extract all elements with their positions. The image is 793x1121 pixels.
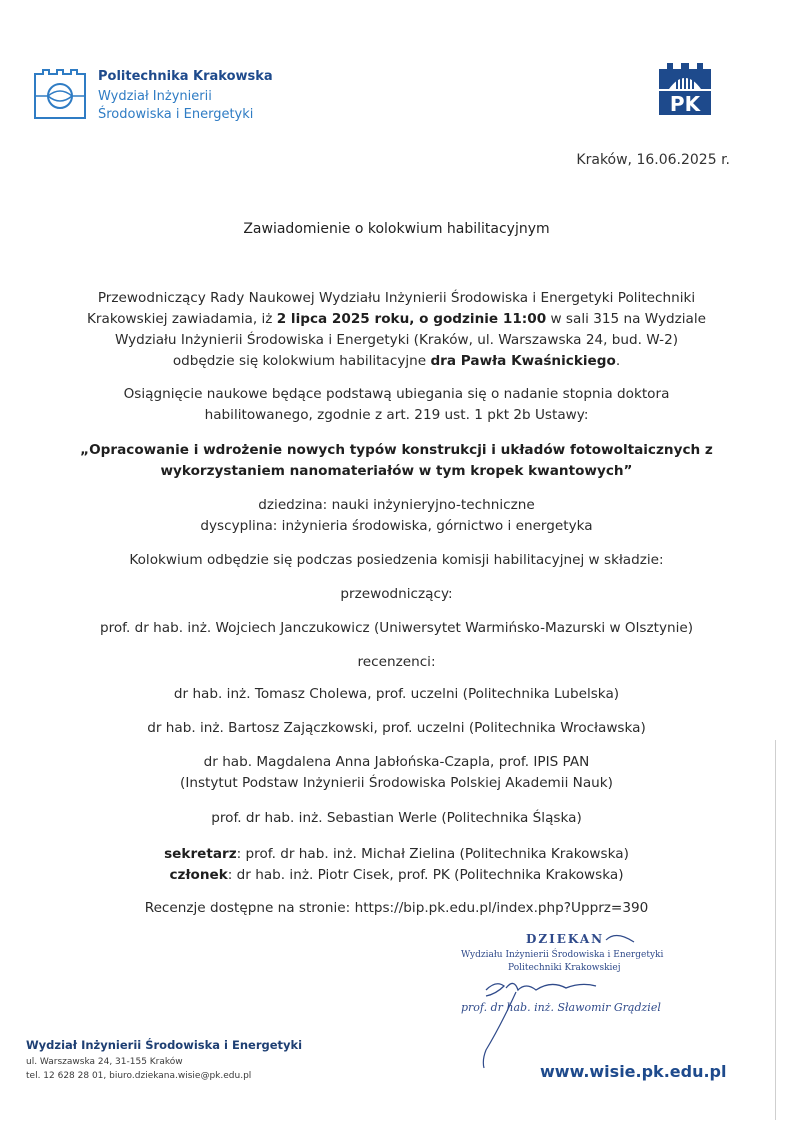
dean-name: prof. dr hab. inż. Sławomir Grądziel [461, 1001, 661, 1014]
reviewer-3 [0, 752, 793, 794]
committee-intro: Kolokwium odbędzie się podczas posiedzenia komisji habilitacyjnej w składzie: [129, 552, 664, 568]
pk-emblem-icon [659, 63, 711, 115]
achievement-paragraph [0, 384, 793, 426]
reviewers-label: recenzenci: [357, 654, 436, 670]
discipline-line: dyscyplina: inżynieria środowiska, górnictwo i energetyka [200, 518, 593, 534]
intro-line-4: odbędzie się kolokwium habilitacyjne dra Pawła Kwaśnickiego. [172, 353, 621, 369]
faculty-name-line1: Wydział Inżynierii [98, 89, 212, 104]
document-date: Kraków, 16.06.2025 r. [576, 152, 730, 168]
footer-contact: tel. 12 628 28 01, biuro.dziekana.wisie@pk.edu.pl [26, 1071, 252, 1081]
achievement-line-1: Osiągnięcie naukowe będące podstawą ubiegania się o nadanie stopnia doktora [123, 386, 670, 402]
page-edge-divider [775, 740, 776, 1120]
secretary-member [0, 844, 793, 886]
intro-line-2: Krakowskiej zawiadamia, iż 2 lipca 2025 roku, o godzinie 11:00 w sali 315 na Wydziale [86, 311, 706, 327]
chair-name: prof. dr hab. inż. Wojciech Janczukowicz (Uniwersytet Warmińsko-Mazurski w Olsztynie) [99, 620, 694, 636]
secretary-line: sekretarz: prof. dr hab. inż. Michał Zielina (Politechnika Krakowska) [164, 846, 629, 862]
faculty-name [98, 88, 253, 124]
intro-line-3: Wydziału Inżynierii Środowiska i Energetyki (Kraków, ul. Warszawska 24, bud. W-2) [114, 332, 679, 348]
signature-icon [456, 930, 726, 1070]
chair-label: przewodniczący: [340, 586, 453, 602]
stamp-line-1: Wydziału Inżynierii Środowiska i Energetyki [461, 950, 664, 960]
reviewer-3-line-1: dr hab. Magdalena Anna Jabłońska-Czapla, prof. IPIS PAN [203, 754, 590, 770]
achievement-title-line-2: wykorzystaniem nanomateriałów w tym kropek kwantowych” [160, 463, 633, 479]
classification [0, 495, 793, 537]
faculty-logo-icon [33, 66, 87, 120]
date-time-highlight: 2 lipca 2025 roku, o godzinie 11:00 [276, 311, 547, 327]
member-line: członek: dr hab. inż. Piotr Cisek, prof. PK (Politechnika Krakowska) [169, 867, 624, 883]
intro-paragraph [0, 288, 793, 372]
reviewer-4: prof. dr hab. inż. Sebastian Werle (Politechnika Śląska) [211, 810, 582, 826]
achievement-line-2: habilitowanego, zgodnie z art. 219 ust. 1 pkt 2b Ustawy: [204, 407, 589, 423]
candidate-name: dra Pawła Kwaśnickiego [430, 353, 616, 369]
field-line: dziedzina: nauki inżynieryjno-techniczne [258, 497, 535, 513]
stamp-title: DZIEKAN [526, 932, 605, 946]
reviewer-2: dr hab. inż. Bartosz Zajączkowski, prof. uczelni (Politechnika Wrocławska) [147, 720, 646, 736]
reviewer-1: dr hab. inż. Tomasz Cholewa, prof. uczelni (Politechnika Lubelska) [173, 686, 620, 702]
achievement-title [0, 440, 793, 482]
footer-website-link[interactable]: www.wisie.pk.edu.pl [540, 1062, 727, 1081]
reviewer-3-line-2: (Instytut Podstaw Inżynierii Środowiska Polskiej Akademii Nauk) [180, 775, 613, 791]
member-label: członek [169, 867, 228, 883]
document-title: Zawiadomienie o kolokwium habilitacyjnym [243, 221, 550, 237]
svg-text:PK: PK [669, 92, 701, 115]
footer-address: ul. Warszawska 24, 31-155 Kraków [26, 1057, 183, 1067]
footer-faculty-name: Wydział Inżynierii Środowiska i Energetyki [26, 1038, 303, 1052]
faculty-name-line2: Środowiska i Energetyki [98, 107, 254, 122]
university-name: Politechnika Krakowska [98, 69, 273, 84]
achievement-title-line-1: „Opracowanie i wdrożenie nowych typów konstrukcji i układów fotowoltaicznych z [80, 442, 713, 458]
stamp-line-2: Politechniki Krakowskiej [508, 963, 621, 973]
secretary-label: sekretarz [164, 846, 237, 862]
dean-stamp [456, 930, 726, 1070]
reviews-link-line: Recenzje dostępne na stronie: https://bip.pk.edu.pl/index.php?Upprz=390 [144, 900, 649, 916]
intro-line-1: Przewodniczący Rady Naukowej Wydziału Inżynierii Środowiska i Energetyki Politechniki [97, 290, 696, 306]
